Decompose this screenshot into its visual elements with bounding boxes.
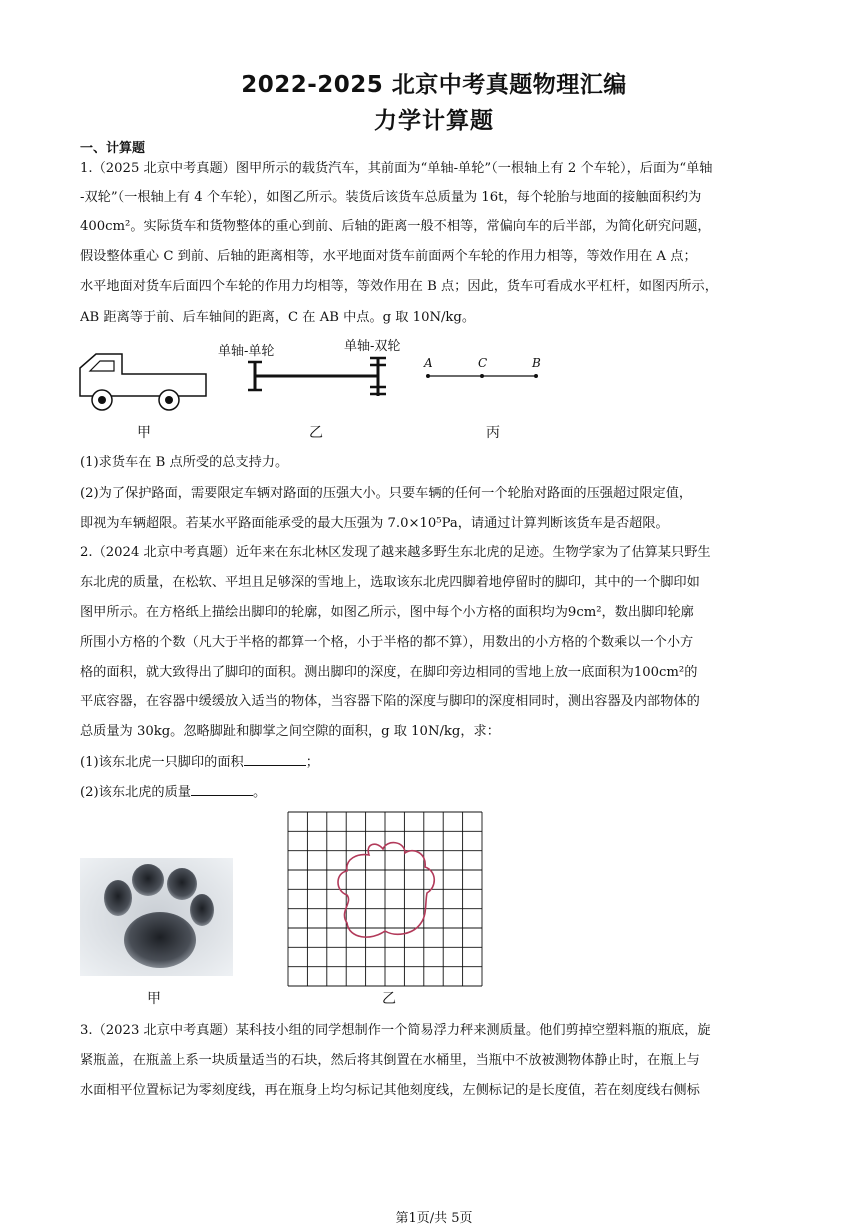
q1-sub2: (2)为了保护路面，需要限定车辆对路面的压强大小。只要车辆的任何一个轮胎对路面的压强超过限定值， bbox=[80, 486, 693, 501]
page-subtitle: 力学计算题 bbox=[374, 108, 494, 134]
q2-sub1-text: (1)该东北虎一只脚印的面积 bbox=[80, 755, 244, 770]
truck-figure bbox=[78, 350, 210, 414]
paw-print-photo bbox=[80, 858, 233, 976]
point-c-label: C bbox=[478, 356, 488, 370]
q3-line: 3.（2023 北京中考真题）某科技小组的同学想制作一个简易浮力秤来测质量。他们剪掉空塑料瓶的瓶底，旋 bbox=[80, 1023, 711, 1038]
q2-line: 东北虎的质量，在松软、平坦且足够深的雪地上，选取该东北虎四脚着地停留时的脚印，其中的一个脚印如 bbox=[80, 575, 700, 590]
q1-line: 假设整体重心 C 到前、后轴的距离相等，水平地面对货车前面两个车轮的作用力相等，等效作用在 A 点； bbox=[80, 249, 697, 264]
q2-sub1 bbox=[80, 751, 790, 770]
q2-line: 图甲所示。在方格纸上描绘出脚印的轮廓，如图乙所示，图中每个小方格的面积均为9cm²，数出脚印轮廓 bbox=[80, 605, 694, 620]
q2-line: 所围小方格的个数（凡大于半格的都算一个格，小于半格的都不算），用数出的小方格的个数乘以一个小方 bbox=[80, 635, 694, 650]
q2-line: 平底容器，在容器中缓缓放入适当的物体，当容器下陷的深度与脚印的深度相同时，测出容器及内部物体的 bbox=[80, 694, 700, 709]
axle-figure bbox=[238, 356, 392, 400]
caption-yi-q2: 乙 bbox=[382, 991, 396, 1007]
q2-line: 格的面积，就大致得出了脚印的面积。测出脚印的深度，在脚印旁边相同的雪地上放一底面积为100cm²的 bbox=[80, 665, 698, 680]
q2-sub2-text: (2)该东北虎的质量 bbox=[80, 785, 191, 800]
label-single-axle-double-wheel: 单轴-双轮 bbox=[344, 339, 401, 354]
point-b-label: B bbox=[532, 356, 541, 370]
caption-yi: 乙 bbox=[309, 425, 323, 441]
caption-bing: 丙 bbox=[486, 425, 500, 441]
q1-sub2: 即视为车辆超限。若某水平路面能承受的最大压强为 7.0×10⁵Pa，请通过计算判断该货车是否超限。 bbox=[80, 516, 669, 531]
q2-sub2-suffix: 。 bbox=[253, 785, 267, 800]
answer-blank bbox=[244, 753, 306, 766]
page-footer: 第1页/共 5页 bbox=[395, 1211, 473, 1226]
caption-jia: 甲 bbox=[137, 425, 151, 441]
q1-line: 400cm²。实际货车和货物整体的重心到前、后轴的距离一般不相等，常偏向车的后半部，为简化研究问题， bbox=[80, 219, 711, 234]
q1-sub1: (1)求货车在 B 点所受的总支持力。 bbox=[80, 455, 289, 470]
q3-line: 水面相平位置标记为零刻度线，再在瓶身上均匀标记其他刻度线，左侧标记的是长度值，若在刻度线右侧标 bbox=[80, 1083, 700, 1098]
section-heading: 一、计算题 bbox=[80, 141, 146, 156]
label-single-axle-single-wheel: 单轴-单轮 bbox=[218, 344, 275, 359]
q2-line: 总质量为 30kg。忽略脚趾和脚掌之间空隙的面积，g 取 10N/kg，求： bbox=[80, 724, 500, 739]
q1-line: 水平地面对货车后面四个车轮的作用力均相等，等效作用在 B 点；因此，货车可看成水平杠杆，如图丙所示， bbox=[80, 279, 718, 294]
q2-line: 2.（2024 北京中考真题）近年来在东北林区发现了越来越多野生东北虎的足迹。生物学家为了估算某只野生 bbox=[80, 545, 711, 560]
q1-line: AB 距离等于前、后车轴间的距离，C 在 AB 中点。g 取 10N/kg。 bbox=[80, 310, 476, 325]
point-a-label: A bbox=[424, 356, 433, 370]
caption-jia-q2: 甲 bbox=[147, 991, 161, 1007]
q3-line: 紧瓶盖，在瓶盖上系一块质量适当的石块，然后将其倒置在水桶里，当瓶中不放被测物体静止时，在瓶上与 bbox=[80, 1053, 700, 1068]
grid-paper-figure bbox=[287, 811, 483, 987]
page-title: 2022-2025 北京中考真题物理汇编 bbox=[241, 72, 627, 98]
q2-sub1-suffix: ； bbox=[305, 755, 319, 770]
lever-figure bbox=[420, 370, 544, 382]
answer-blank bbox=[191, 783, 253, 796]
q2-sub2 bbox=[80, 781, 790, 800]
q1-line: 1.（2025 北京中考真题）图甲所示的载货汽车，其前面为“单轴-单轮”（一根轴上有 2 个车轮），后面为“单轴 bbox=[80, 161, 713, 176]
q1-line: -双轮”（一根轴上有 4 个车轮），如图乙所示。装货后该货车总质量为 16t，每个轮胎与地面的接触面积约为 bbox=[80, 190, 702, 205]
